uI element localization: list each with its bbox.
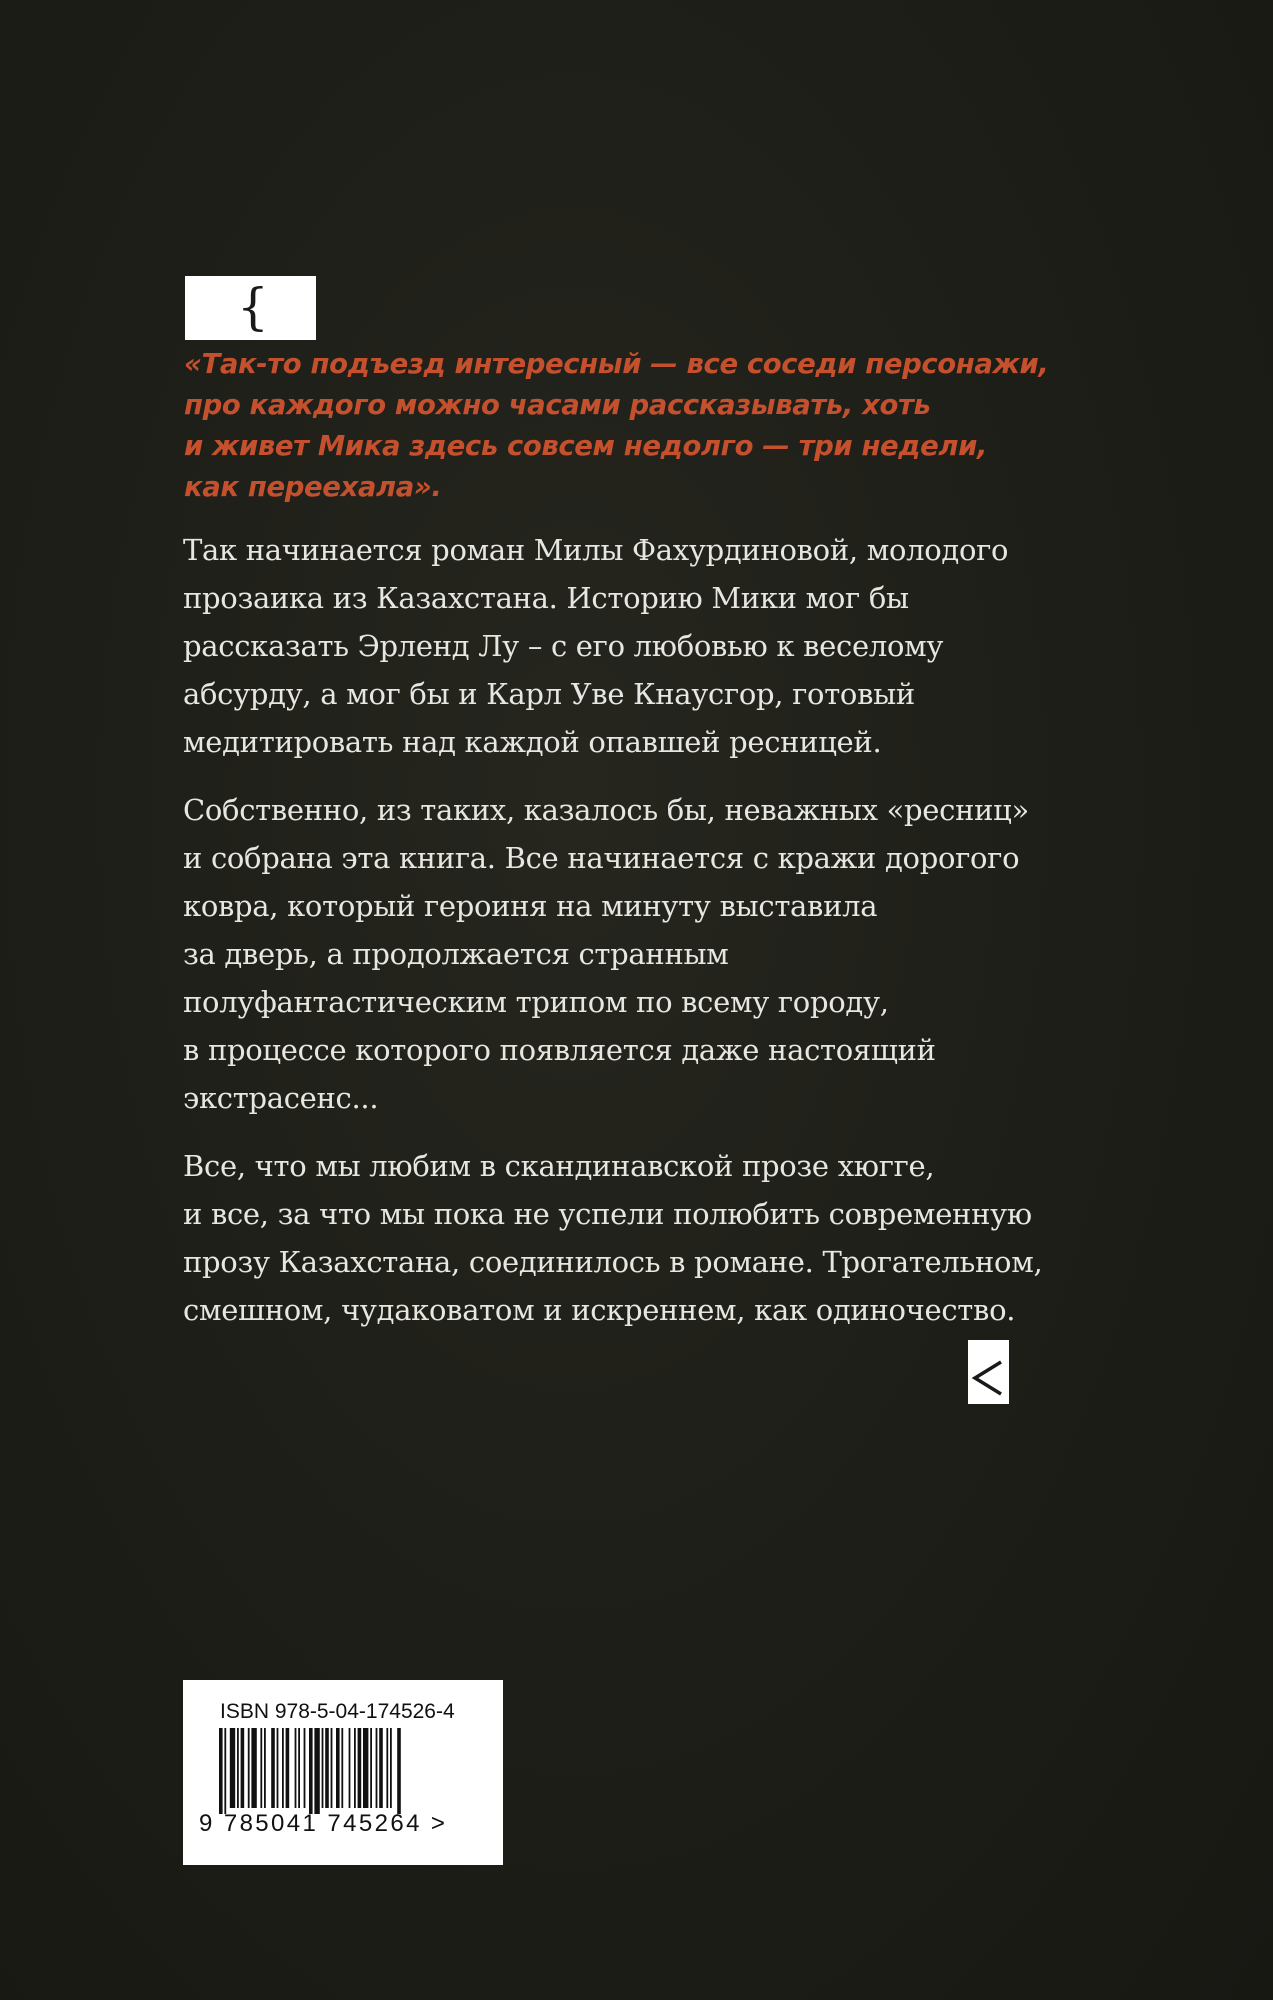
barcode-digits: 9 785041 745264 > — [199, 1810, 448, 1837]
barcode-bar — [322, 1728, 324, 1808]
barcode-bar — [386, 1728, 388, 1808]
description-paragraph-1 — [183, 526, 1083, 766]
barcode-bar — [309, 1728, 313, 1814]
barcode-bar — [397, 1728, 401, 1814]
isbn-label: ISBN 978-5-04-174526-4 — [220, 1700, 455, 1723]
barcode-bar — [295, 1728, 297, 1808]
barcode-bar — [341, 1728, 343, 1808]
paragraph-line: и собрана эта книга. Все начинается с кражи дорогого — [183, 841, 1020, 875]
barcode-bar — [298, 1728, 300, 1808]
barcode-icon — [219, 1728, 465, 1814]
paragraph-line: абсурду, а мог бы и Карл Уве Кнаусгор, готовый — [183, 677, 915, 711]
paragraph-line: смешном, чудаковатом и искреннем, как одиночество. — [183, 1293, 1016, 1327]
barcode-bar — [390, 1728, 392, 1808]
barcode-bar — [277, 1728, 279, 1808]
paragraph-line: ковра, который героиня на минуту выставила — [183, 889, 878, 923]
barcode-bar — [336, 1728, 340, 1808]
barcode-bar — [354, 1728, 356, 1808]
paragraph-line: экстрасенс... — [183, 1081, 379, 1115]
barcode-bar — [224, 1728, 226, 1814]
paragraph-line: в процессе которого появляется даже настоящий — [183, 1033, 936, 1067]
isbn-barcode-block — [183, 1680, 503, 1865]
paragraph-line: прозу Казахстана, соединилось в романе. Трогательном, — [183, 1245, 1043, 1279]
barcode-bar — [325, 1728, 329, 1808]
barcode-bar — [376, 1728, 378, 1808]
description-paragraph-3 — [183, 1142, 1083, 1334]
barcode-bar — [286, 1728, 290, 1808]
quote-line: про каждого можно часами рассказывать, хоть — [184, 389, 931, 421]
barcode-bar — [379, 1728, 383, 1808]
paragraph-line: полуфантастическим трипом по всему городу, — [183, 985, 889, 1019]
barcode-bar — [349, 1728, 351, 1808]
paragraph-line: рассказать Эрленд Лу – с его любовью к веселому — [183, 629, 944, 663]
description-paragraph-2 — [183, 786, 1083, 1122]
barcode-bar — [251, 1728, 256, 1808]
barcode-bar — [264, 1728, 266, 1808]
chevron-left-icon — [968, 1340, 1009, 1404]
barcode-bar — [358, 1728, 362, 1808]
barcode-bar — [241, 1728, 245, 1808]
quote-line: и живет Мика здесь совсем недолго — три недели, — [184, 430, 988, 462]
barcode-bar — [271, 1728, 275, 1808]
paragraph-line: за дверь, а продолжается странным — [183, 937, 729, 971]
barcode-bar — [363, 1728, 368, 1808]
quote-line: «Так-то подъезд интересный — все соседи персонажи, — [184, 348, 1049, 380]
paragraph-line: Все, что мы любим в скандинавской прозе хюгге, — [183, 1149, 935, 1183]
barcode-bar — [331, 1728, 333, 1808]
barcode-bar — [304, 1728, 306, 1808]
barcode-bar — [219, 1728, 223, 1814]
close-chevron-box — [968, 1340, 1009, 1404]
barcode-bar — [282, 1728, 284, 1808]
quote-line: как переехала». — [184, 471, 442, 503]
paragraph-line: и все, за что мы пока не успели полюбить современную — [183, 1197, 1032, 1231]
paragraph-line: Собственно, из таких, казалось бы, неважных «ресниц» — [183, 793, 1029, 827]
paragraph-line: Так начинается роман Милы Фахурдиновой, молодого — [183, 533, 1009, 567]
barcode-bar — [237, 1728, 239, 1808]
barcode-bar — [230, 1728, 235, 1808]
barcode-bar — [248, 1728, 250, 1808]
open-brace-glyph: { — [237, 278, 269, 336]
pull-quote — [184, 344, 1064, 508]
barcode-bar — [370, 1728, 372, 1808]
paragraph-line: прозаика из Казахстана. Историю Мики мог бы — [183, 581, 909, 615]
paragraph-line: медитировать над каждой опавшей ресницей. — [183, 725, 882, 759]
open-brace-box — [185, 276, 316, 340]
barcode-bar — [260, 1728, 262, 1808]
barcode-bar — [314, 1728, 319, 1814]
